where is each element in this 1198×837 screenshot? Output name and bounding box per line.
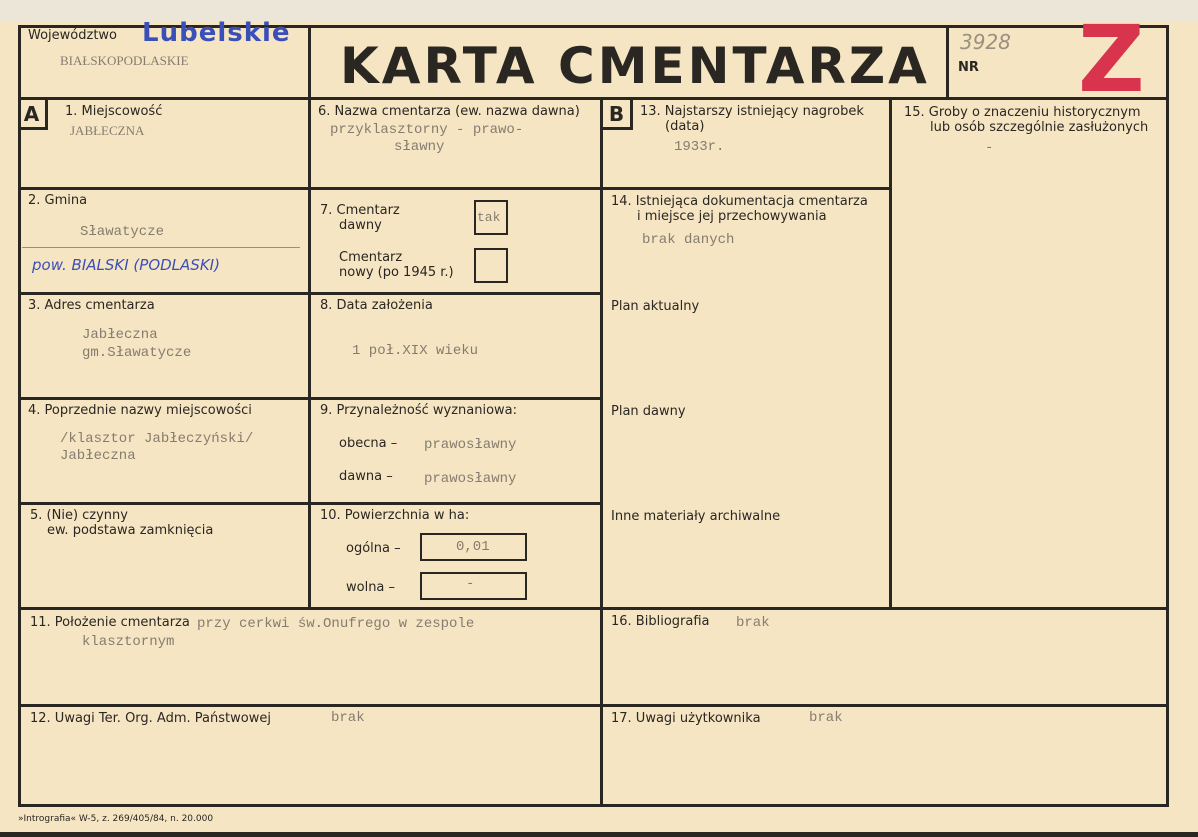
divider [601,187,890,190]
field-14-label: 14. Istniejąca dokumentacja cmentarza [611,194,868,209]
field-3-value-1: Jabłeczna [82,327,158,343]
field-9-former-label: dawna – [339,469,393,484]
field-8-label: 8. Data założenia [320,298,433,313]
field-13-label: 13. Najstarszy istniejący nagrobek [640,104,864,119]
field-16-label: 16. Bibliografia [611,614,710,629]
field-17-value: brak [809,710,843,726]
field-11-label: 11. Położenie cmentarza [30,615,190,630]
divider [18,97,1169,100]
field-6-value-2: sławny [394,139,445,155]
total-area-field[interactable] [420,533,527,561]
underline [22,247,300,248]
field-1-value: JABŁECZNA [70,123,145,138]
old-cemetery-checkbox[interactable] [474,200,508,235]
nr-label: NR [958,60,979,75]
field-3-value-2: gm.Sławatycze [82,345,192,361]
field-14-sublabel: i miejsce jej przechowywania [637,209,827,224]
field-7-old-sublabel: dawny [339,218,382,233]
field-15-sublabel: lub osób szczególnie zasłużonych [930,120,1149,135]
divider [308,25,311,608]
divider [18,187,601,190]
red-z-mark: Z [1078,6,1145,113]
other-archives-label: Inne materiały archiwalne [611,509,781,524]
field-7-old-label: 7. Cmentarz [320,203,400,218]
divider [18,502,601,505]
field-14-value: brak danych [642,232,735,248]
field-2-handwritten: pow. BIALSKI (PODLASKI) [32,256,220,274]
section-a-badge: A [18,100,48,130]
divider [18,397,601,400]
free-area-field[interactable] [420,572,527,600]
printer-footer: »Intrografia« W-5, z. 269/405/84, n. 20.000 [18,814,214,824]
field-15-value: - [985,140,994,156]
field-9-label: 9. Przynależność wyznaniowa: [320,403,518,418]
field-9-former-value: prawosławny [424,471,517,487]
divider [946,25,949,98]
field-4-label: 4. Poprzednie nazwy miejscowości [28,403,252,418]
total-area-value: 0,01 [456,539,490,555]
free-area-value: - [466,576,475,592]
new-cemetery-checkbox[interactable] [474,248,508,283]
field-4-value-1: /klasztor Jabłeczyński/ [60,431,254,447]
field-1-label: 1. Miejscowość [65,104,163,119]
field-12-value: brak [331,710,365,726]
divider [600,98,603,806]
section-b-badge: B [603,100,633,130]
field-2-value: Sławatycze [80,224,165,240]
field-7-new-sublabel: nowy (po 1945 r.) [339,265,454,280]
plan-old-label: Plan dawny [611,404,686,419]
field-6-value-1: przyklasztorny - prawo- [330,122,524,138]
field-13-value: 1933r. [674,139,725,155]
field-13-sublabel: (data) [665,119,705,134]
field-2-label: 2. Gmina [28,193,88,208]
field-9-current-label: obecna – [339,436,398,451]
field-6-label: 6. Nazwa cmentarza (ew. nazwa dawna) [318,104,580,119]
voivodeship-stamp: Lubelskie [142,18,291,48]
plan-current-label: Plan aktualny [611,299,700,314]
divider [18,607,1169,610]
field-15-label: 15. Groby o znaczeniu historycznym [904,105,1141,120]
field-11-value-1: przy cerkwi św.Onufrego w zespole [197,616,475,632]
voivodeship-label: Województwo [28,28,118,43]
field-12-label: 12. Uwagi Ter. Org. Adm. Państwowej [30,711,271,726]
page-title: KARTA CMENTARZA [340,37,930,95]
field-16-value: brak [736,615,770,631]
field-11-value-2: klasztornym [82,634,175,650]
field-7-new-label: Cmentarz [339,250,403,265]
field-3-label: 3. Adres cmentarza [28,298,155,313]
field-5-label: 5. (Nie) czynny [30,508,128,523]
divider [18,704,1169,707]
field-8-value: 1 poł.XIX wieku [352,343,479,359]
divider [18,292,601,295]
field-17-label: 17. Uwagi użytkownika [611,711,761,726]
field-9-current-value: prawosławny [424,437,517,453]
field-10-label: 10. Powierzchnia w ha: [320,508,470,523]
nr-handwritten: 3928 [960,30,1011,54]
old-cemetery-value: tak [477,210,501,225]
field-10-free-label: wolna – [346,580,396,595]
field-5-sublabel: ew. podstawa zamknięcia [47,523,214,538]
divider [889,98,892,608]
field-10-total-label: ogólna – [346,541,401,556]
voivodeship-typed: BIAŁSKOPODLASKIE [60,53,189,68]
scan-edge [0,832,1198,837]
field-4-value-2: Jabłeczna [60,448,136,464]
